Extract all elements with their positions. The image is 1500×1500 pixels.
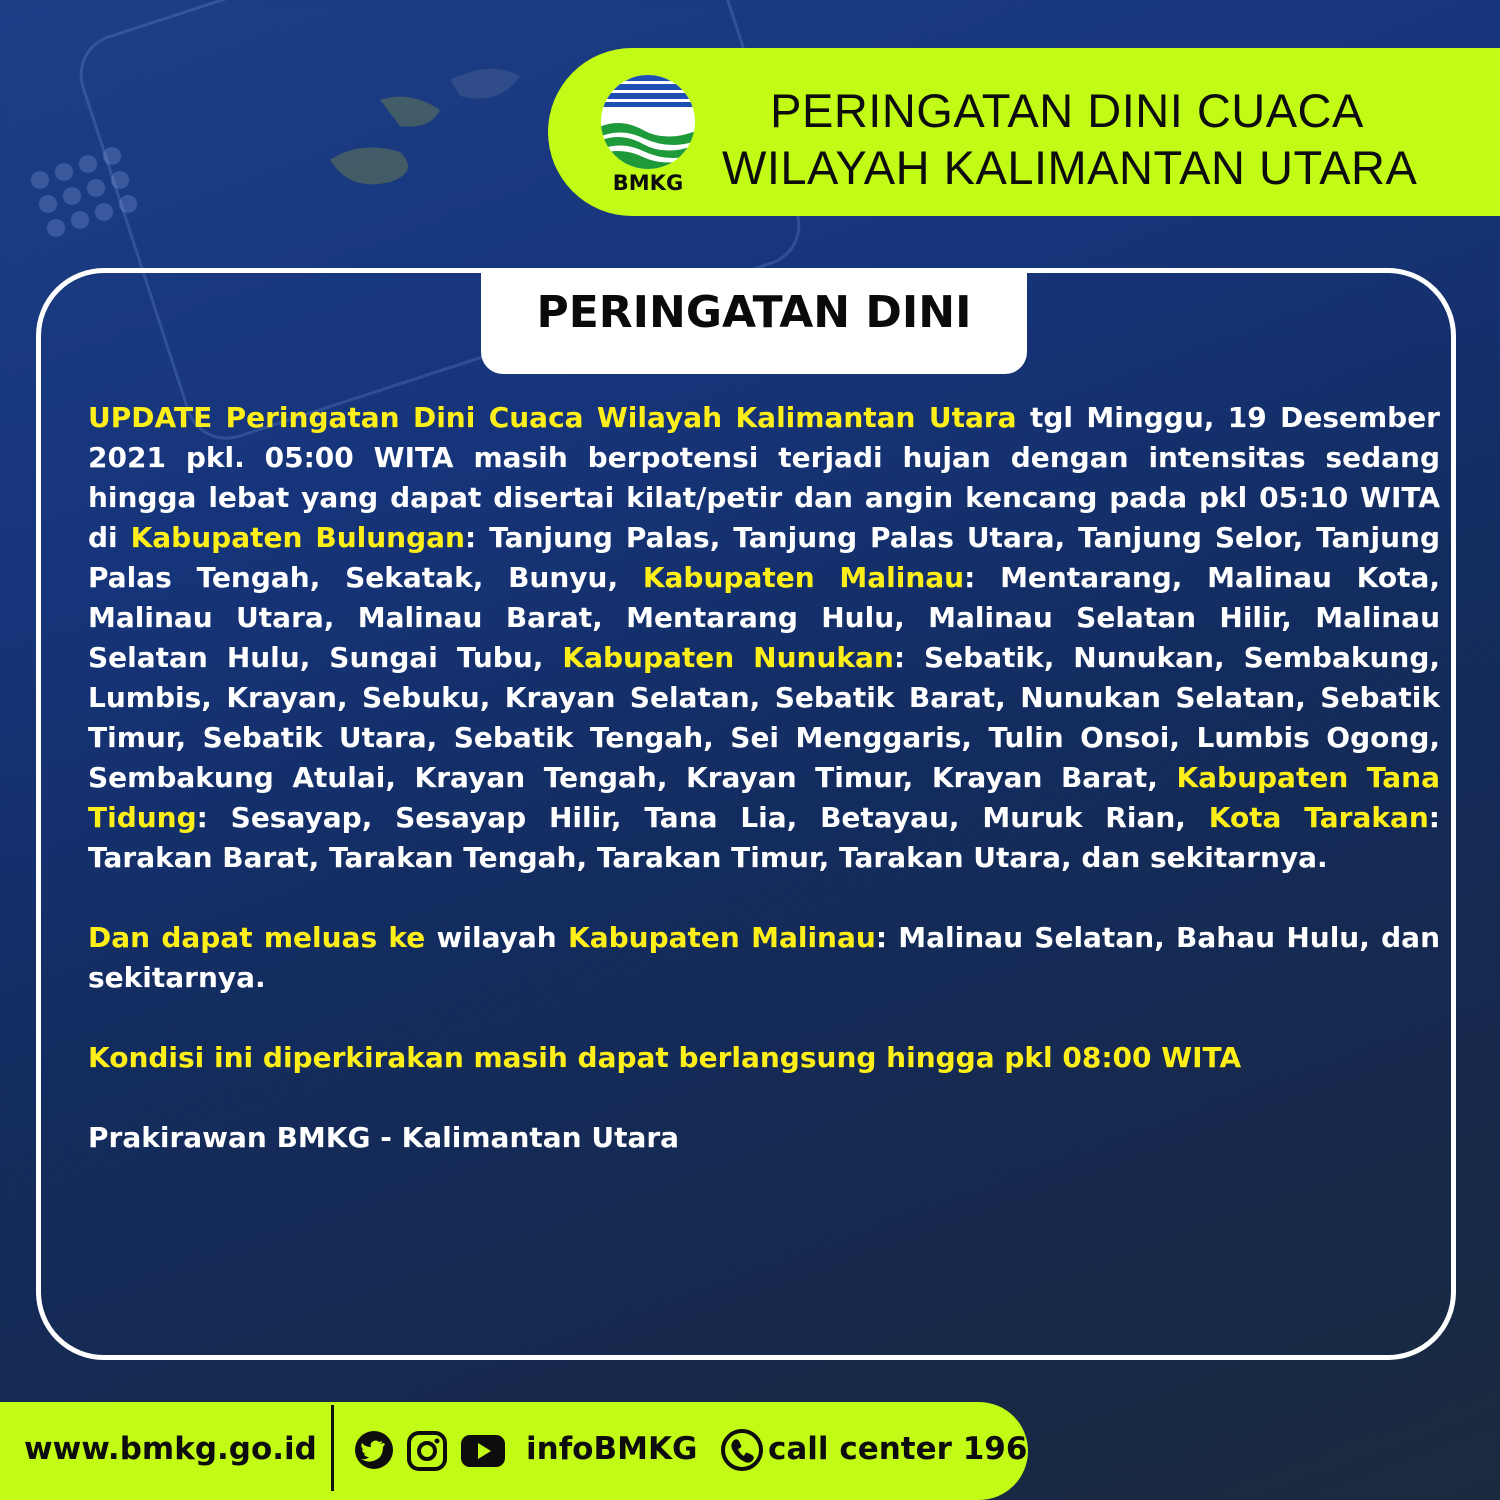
header-title: [722, 82, 1418, 196]
highlighted-text: Kabupaten Nunukan: [562, 641, 894, 674]
highlighted-text: Kabupaten Tana Tidung: [88, 761, 1440, 834]
header-title-line1: PERINGATAN DINI CUACA: [770, 84, 1364, 137]
youtube-icon[interactable]: [460, 1434, 506, 1468]
body-text: : Sebatik, Nunukan, Sembakung, Lumbis, Krayan, Sebuku, Krayan Selatan, Sebatik Barat, Nunukan Selatan, Sebatik Timur, Sebatik Utara, Sebatik Tengah, Sei Menggaris, Tulin Onsoi, Lumbis Ogong, Sembakung Atulai, Krayan Tengah, Krayan Timur, Krayan Barat,: [88, 641, 1441, 794]
highlighted-text: UPDATE Peringatan Dini Cuaca Wilayah Kalimantan Utara: [88, 401, 1017, 434]
body-text: wilayah: [425, 921, 569, 954]
body-text: : Tarakan Barat, Tarakan Tengah, Tarakan Timur, Tarakan Utara, dan sekitarnya.: [88, 801, 1440, 874]
warning-content: [88, 398, 1440, 1158]
footer-divider: [331, 1405, 334, 1491]
condition-text: Kondisi ini diperkirakan masih dapat berlangsung hingga pkl 08:00 WITA: [88, 1041, 1242, 1074]
highlighted-text: Kabupaten Bulungan: [130, 521, 465, 554]
highlighted-text: Kabupaten Malinau: [642, 561, 965, 594]
body-text: : Mentarang, Malinau Kota, Malinau Utara, Malinau Barat, Mentarang Hulu, Malinau Selatan Hilir, Malinau Selatan Hulu, Sungai Tubu,: [88, 561, 1440, 674]
body-text: : Malinau Selatan, Bahau Hulu, dan sekitarnya.: [88, 921, 1441, 994]
warning-paragraph-main: [88, 398, 1440, 878]
twitter-icon[interactable]: [354, 1430, 394, 1470]
highlighted-text: Kota Tarakan: [1208, 801, 1429, 834]
website-link[interactable]: www.bmkg.go.id: [24, 1431, 317, 1467]
warning-paragraph-expansion: [88, 918, 1440, 998]
header-title-line2: WILAYAH KALIMANTAN UTARA: [722, 141, 1418, 194]
body-text: : Sesayap, Sesayap Hilir, Tana Lia, Betayau, Muruk Rian,: [196, 801, 1209, 834]
highlighted-text: Dan dapat meluas ke: [88, 921, 426, 954]
panel-title: PERINGATAN DINI: [536, 287, 972, 338]
social-handle[interactable]: infoBMKG: [526, 1431, 698, 1467]
instagram-icon[interactable]: [406, 1430, 448, 1472]
body-text: : Tanjung Palas, Tanjung Palas Utara, Tanjung Selor, Tanjung Palas Tengah, Sekatak, Bunyu,: [88, 521, 1440, 594]
signature-text: Prakirawan BMKG - Kalimantan Utara: [88, 1121, 680, 1154]
bmkg-logo: [598, 70, 698, 194]
call-center-text[interactable]: call center 196: [768, 1431, 1028, 1467]
phone-icon[interactable]: [720, 1428, 764, 1472]
logo-text: BMKG: [612, 171, 684, 194]
body-text: tgl Minggu, 19 Desember 2021 pkl. 05:00 WITA masih berpotensi terjadi hujan dengan intensitas sedang hingga lebat yang dapat disertai kilat/petir dan angin kencang pada pkl 05:10 WITA di: [88, 401, 1440, 554]
highlighted-text: Kabupaten Malinau: [568, 921, 876, 954]
